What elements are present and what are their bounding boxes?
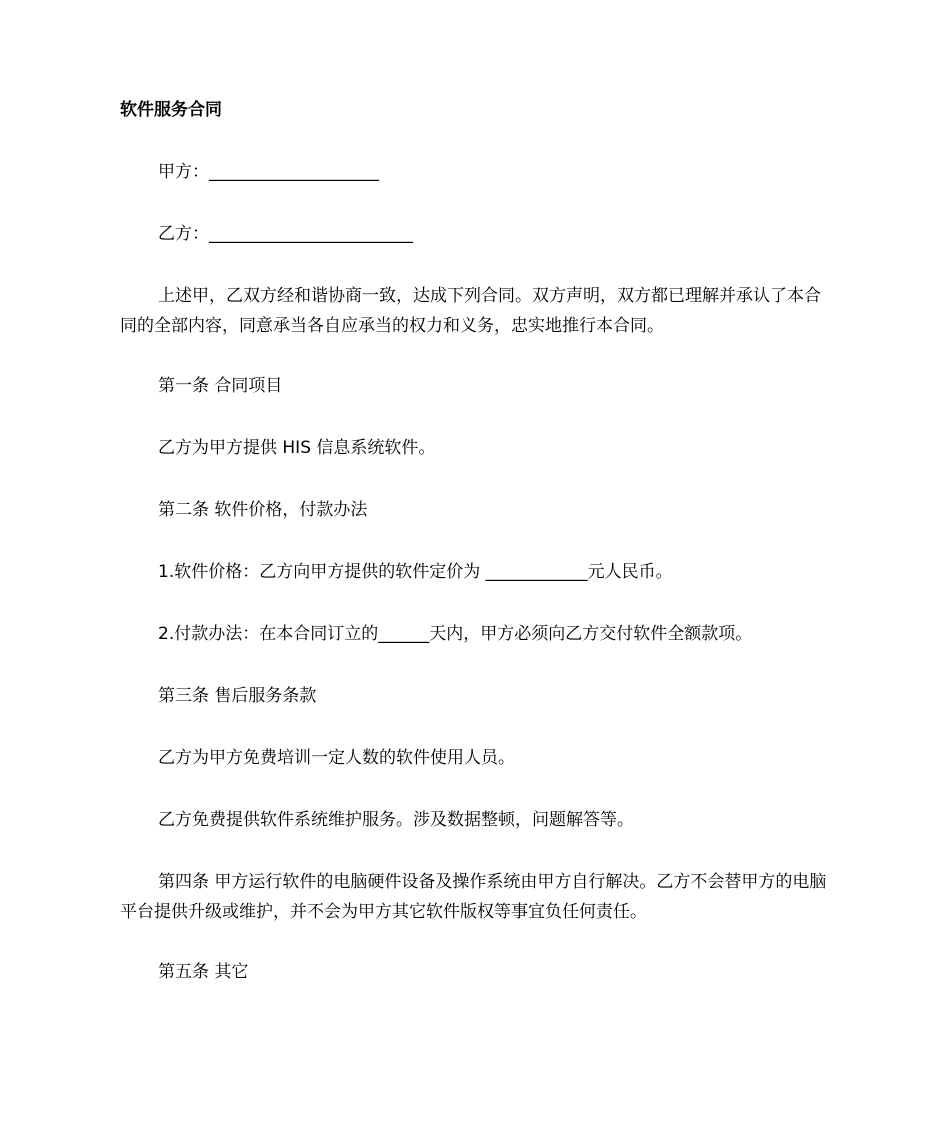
article-3-item-maintenance: 乙方免费提供软件系统维护服务。涉及数据整顿，问题解答等。 <box>158 810 634 830</box>
intro-paragraph: 上述甲，乙双方经和谐协商一致，达成下列合同。双方声明，双方都已理解并承认了本合同的全部内容，同意承当各自应承当的权力和义务，忠实地推行本合同。 <box>120 286 821 336</box>
document-title: 软件服务合同 <box>120 100 222 120</box>
article-2-item-price: 1.软件价格：乙方向甲方提供的软件定价为 ____________元人民币。 <box>158 562 673 582</box>
party-b-line: 乙方：________________________ <box>158 224 413 244</box>
article-1-heading: 第一条 合同项目 <box>158 376 283 396</box>
article-2-item-payment: 2.付款办法：在本合同订立的______天内，甲方必须向乙方交付软件全额款项。 <box>158 624 753 644</box>
article-4-paragraph: 第四条 甲方运行软件的电脑硬件设备及操作系统由甲方自行解决。乙方不会替甲方的电脑平台提供升级或维护，并不会为甲方其它软件版权等事宜负任何责任。 <box>120 872 827 922</box>
article-5-heading: 第五条 其它 <box>158 962 249 982</box>
article-3-item-training: 乙方为甲方免费培训一定人数的软件使用人员。 <box>158 748 515 768</box>
party-a-line: 甲方：____________________ <box>158 162 379 182</box>
article-3-heading: 第三条 售后服务条款 <box>158 686 317 706</box>
article-2-heading: 第二条 软件价格，付款办法 <box>158 500 368 520</box>
article-1-text: 乙方为甲方提供 HIS 信息系统软件。 <box>158 438 436 458</box>
